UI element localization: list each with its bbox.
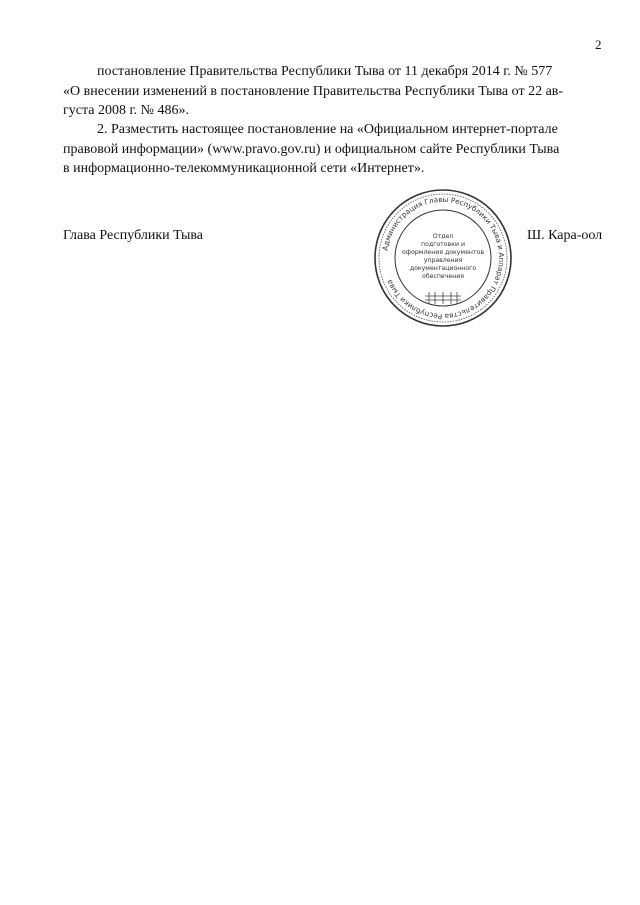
paragraph-2 xyxy=(63,120,611,179)
official-seal xyxy=(373,188,513,328)
paragraph-1-line: постановление Правительства Республики Тыва от 11 декабря 2014 г. № 577 xyxy=(97,64,553,79)
signature-title: Глава Республики Тыва xyxy=(63,228,204,243)
seal-center-line: документационного xyxy=(409,265,477,272)
paragraph-1-line: «О внесении изменений в постановление Правительства Республики Тыва от 22 ав- xyxy=(63,83,564,99)
seal-ornament xyxy=(425,292,461,304)
paragraph-2-line: в информационно-телекоммуникационной сети «Интернет». xyxy=(63,161,425,176)
seal-center-line: подготовки и xyxy=(421,241,465,248)
page-number: 2 xyxy=(595,37,602,52)
paragraph-1 xyxy=(63,62,611,121)
seal-ring-textpath: Администрация Главы Республики Тыва и Аппарат Правительства Республики Тыва xyxy=(380,194,507,322)
paragraph-1-line: густа 2008 г. № 486». xyxy=(63,103,189,118)
seal-center-line: управления xyxy=(423,257,463,264)
seal-center-line: обеспечения xyxy=(422,273,464,280)
seal-center-line: Отдел xyxy=(432,233,454,240)
seal-center-line: оформления документов xyxy=(402,249,484,256)
paragraph-2-line: 2. Разместить настоящее постановление на «Официальном интернет-портале xyxy=(97,122,558,137)
paragraph-2-line: правовой информации» (www.pravo.gov.ru) и официальном сайте Республики Тыва xyxy=(63,141,560,157)
signature-name: Ш. Кара-оол xyxy=(527,228,603,243)
